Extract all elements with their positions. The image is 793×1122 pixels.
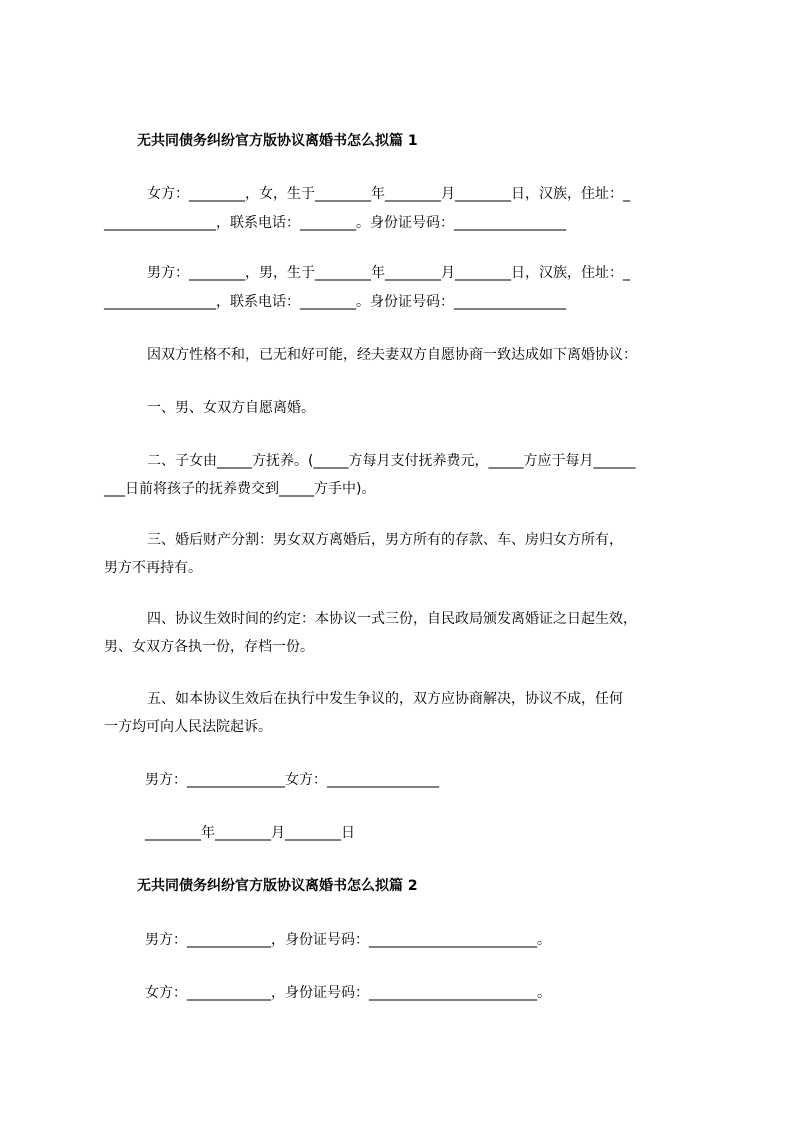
wife-info-line-1: 女方：________，女，生于________年________月________日，汉族，住址：_ <box>147 186 630 202</box>
clause-4-line-1: 四、协议生效时间的约定：本协议一式三份，自民政局颁发离婚证之日起生效， <box>147 611 637 627</box>
husband-info-line-1: 男方：________，男，生于________年________月________日，汉族，住址：_ <box>147 265 630 281</box>
section2-title: 无共同债务纠纷官方版协议离婚书怎么拟篇 2 <box>137 878 418 894</box>
clause-5-line-1: 五、如本协议生效后在执行中发生争议的，双方应协商解决，协议不成，任何 <box>147 691 623 707</box>
husband-info-line-2: ________________，联系电话：________。身份证号码：________________ <box>104 294 566 310</box>
clause-2-line-2: ___日前将孩子的抚养费交到_____方手中)。 <box>104 481 376 497</box>
wife-info-line-2: ________________，联系电话：________。身份证号码：________________ <box>104 215 566 231</box>
section1-title: 无共同债务纠纷官方版协议离婚书怎么拟篇 1 <box>137 133 418 149</box>
section2-wife-line: 女方：____________，身份证号码：________________________。 <box>145 985 551 1001</box>
date-line: ________年________月________日 <box>145 825 355 841</box>
clause-3-line-2: 男方不再持有。 <box>104 560 202 576</box>
clause-5-line-2: 一方均可向人民法院起诉。 <box>104 719 272 735</box>
clause-3-line-1: 三、婚后财产分割：男女双方离婚后，男方所有的存款、车、房归女方所有， <box>147 532 623 548</box>
signature-line: 男方：______________女方：________________ <box>145 772 439 788</box>
clause-1: 一、男、女双方自愿离婚。 <box>147 400 315 416</box>
agreement-intro: 因双方性格不和，已无和好可能，经夫妻双方自愿协商一致达成如下离婚协议： <box>147 347 637 363</box>
clause-4-line-2: 男、女双方各执一份，存档一份。 <box>104 639 314 655</box>
clause-2-line-1: 二、子女由_____方抚养。(_____方每月支付抚养费元，_____方应于每月______ <box>147 453 636 469</box>
section2-husband-line: 男方：____________，身份证号码：________________________。 <box>145 932 551 948</box>
